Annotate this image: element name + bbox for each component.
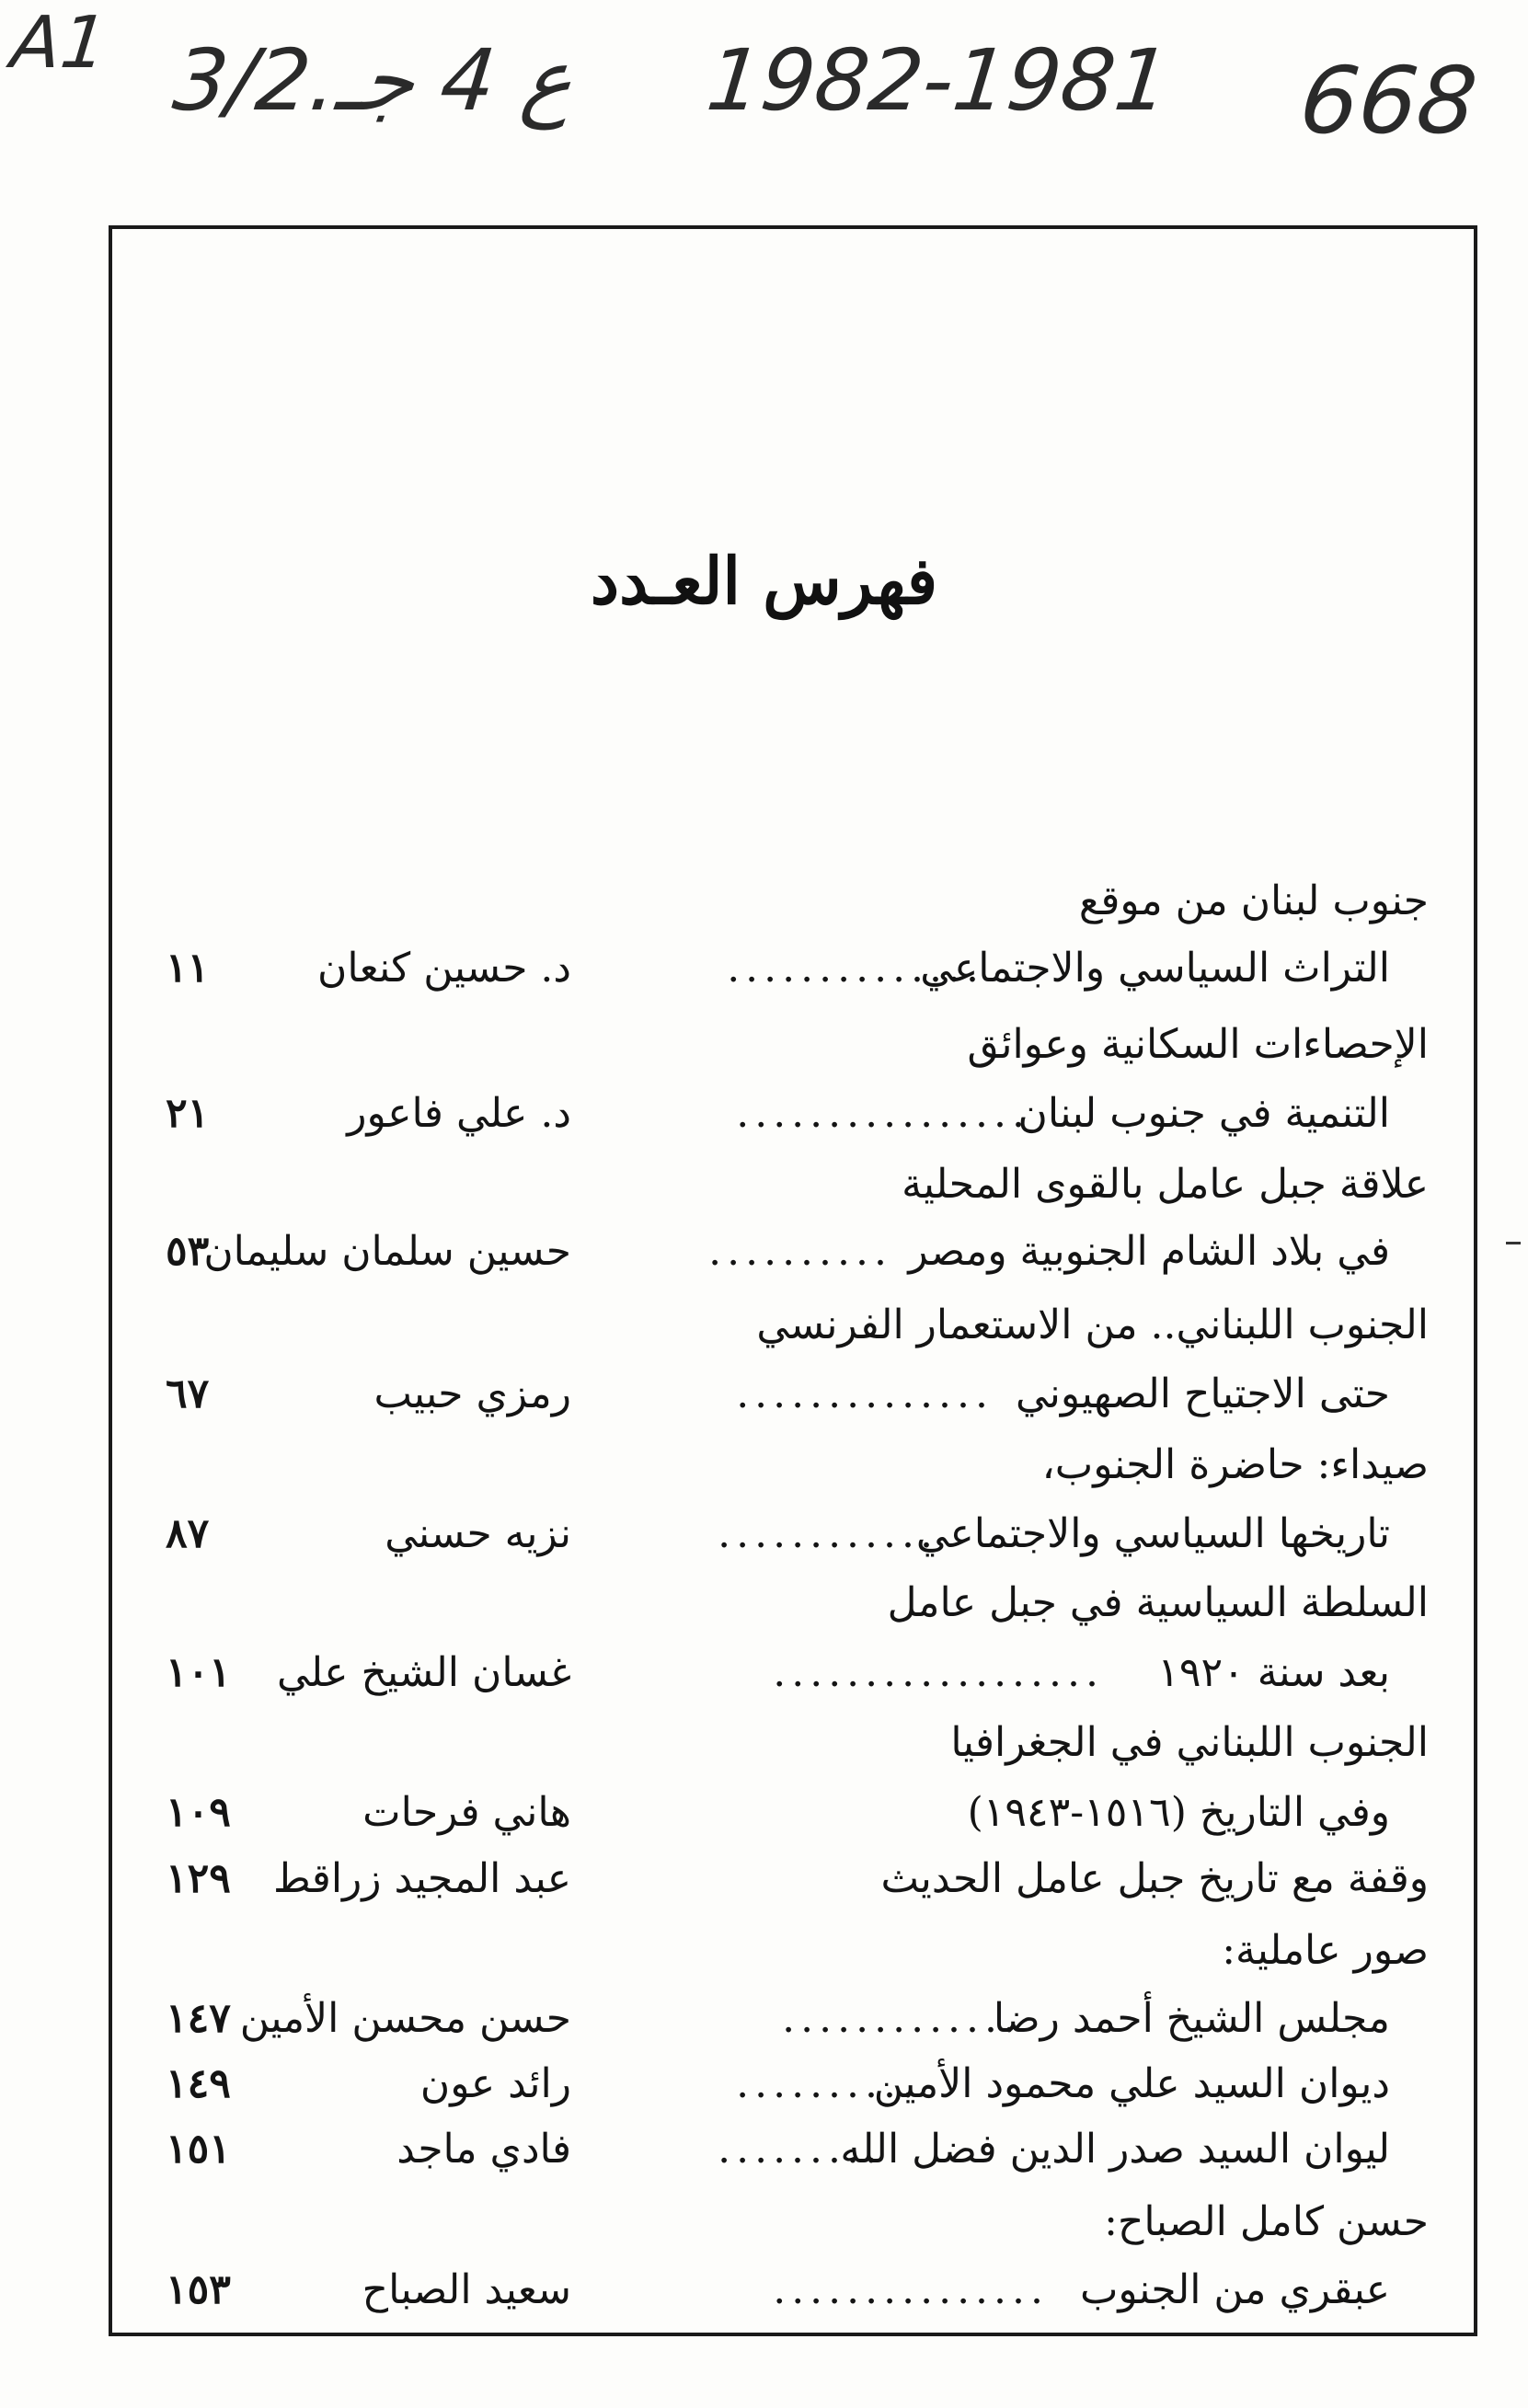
toc-entry-title-line: ديوان السيد علي محمود الأمين (873, 2060, 1390, 2107)
leader-dots: ............... (773, 2266, 1049, 2313)
toc-entry-title-line: السلطة السياسية في جبل عامل (887, 1579, 1429, 1626)
leader-dots: ............. (782, 1995, 1021, 2042)
margin-mark (1506, 1242, 1521, 1244)
toc-author: غسان الشيخ علي (276, 1649, 571, 1696)
page-title: فهرس العـدد (590, 543, 938, 619)
toc-author: فادي ماجد (396, 2126, 571, 2173)
leader-dots: ......... (718, 2126, 883, 2173)
toc-author: حسن محسن الأمين (239, 1995, 571, 2042)
toc-entry-title-line: بعد سنة ١٩٢٠ (1157, 1649, 1390, 1696)
toc-author: د. علي فاعور (347, 1090, 571, 1137)
toc-entry-title-line: التراث السياسي والاجتماعي (920, 945, 1390, 992)
leader-dots: .................. (773, 1649, 1104, 1696)
toc-page-number: ١١ (166, 945, 210, 992)
toc-page-number: ١٠١ (166, 1649, 231, 1696)
toc-author: عبد المجيد زراقط (273, 1855, 571, 1902)
leader-dots: .......... (736, 2060, 920, 2107)
toc-entry-title-line: وقفة مع تاريخ جبل عامل الحديث (880, 1855, 1429, 1902)
toc-entry-title-line: صيداء: حاضرة الجنوب، (1041, 1441, 1429, 1488)
toc-entry-title-line: مجلس الشيخ أحمد رضا (993, 1995, 1390, 2042)
toc-page-number: ١٥٣ (166, 2266, 231, 2313)
leader-dots: ................ (736, 1090, 1030, 1137)
toc-page-number: ٨٧ (166, 1510, 210, 1557)
toc-page-number: ١٠٩ (166, 1789, 231, 1836)
toc-entry-title-line: حتى الاجتياح الصهيوني (1016, 1370, 1390, 1417)
toc-entry-title-line: حسن كامل الصباح: (1104, 2198, 1429, 2245)
toc-entry-title-line: في بلاد الشام الجنوبية ومصر (908, 1228, 1390, 1275)
toc-page-number: ١٥١ (166, 2126, 231, 2173)
toc-entry-title-line: عبقري من الجنوب (1079, 2266, 1390, 2313)
toc-page-number: ١٤٩ (166, 2060, 231, 2107)
toc-entry-title-line: الجنوب اللبناني.. من الاستعمار الفرنسي (756, 1301, 1429, 1348)
toc-author: حسين سلمان سليمان (203, 1228, 571, 1275)
toc-entry-title-line: الجنوب اللبناني في الجغرافيا (950, 1719, 1429, 1766)
toc-author: رائد عون (419, 2060, 571, 2107)
toc-author: د. حسين كنعان (317, 945, 571, 992)
toc-entry-title-line: تاريخها السياسي والاجتماعي (915, 1510, 1390, 1557)
toc-author: رمزي حبيب (373, 1370, 571, 1417)
toc-page-number: ٦٧ (166, 1370, 210, 1417)
toc-entry-title-line: ليوان السيد صدر الدين فضل الله (840, 2126, 1390, 2173)
toc-entry-title-line: الإحصاءات السكانية وعوائق (967, 1021, 1429, 1068)
toc-entry-title-line: علاقة جبل عامل بالقوى المحلية (902, 1161, 1429, 1208)
toc-author: سعيد الصباح (362, 2266, 571, 2313)
leader-dots: .......... (708, 1228, 892, 1275)
toc-page-number: ٥٣ (166, 1228, 210, 1275)
toc-entry-title-line: وفي التاريخ (١٥١٦-١٩٤٣) (967, 1789, 1390, 1836)
leader-dots: ............ (718, 1510, 938, 1557)
handwritten-corner-mark: A1 (7, 2, 111, 85)
leader-dots: .............. (736, 1370, 994, 1417)
handwritten-number: 668 (1294, 47, 1482, 155)
toc-page-number: ١٤٧ (166, 1995, 231, 2042)
handwritten-reference: 3/2.ع 4 جـ (168, 31, 578, 130)
toc-author: نزيه حسني (385, 1510, 571, 1557)
toc-section-heading: صور عاملية: (1222, 1927, 1429, 1974)
toc-page-number: ٢١ (166, 1090, 210, 1137)
toc-author: هاني فرحات (362, 1789, 571, 1836)
toc-entry-title-line: جنوب لبنان من موقع (1078, 877, 1429, 924)
handwritten-years: 1982-1981 (702, 31, 1175, 130)
leader-dots: .............. (727, 945, 984, 992)
toc-page-number: ١٢٩ (166, 1855, 231, 1902)
toc-entry-title-line: التنمية في جنوب لبنان (1017, 1090, 1390, 1137)
